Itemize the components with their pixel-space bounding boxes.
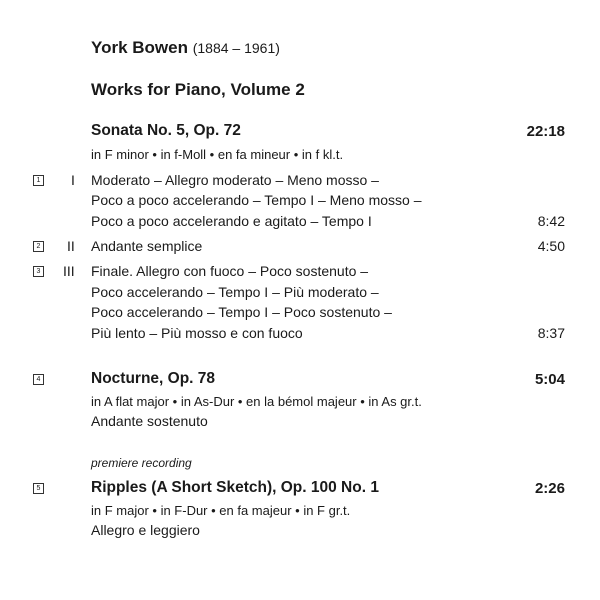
track-line: Andante semplice (91, 238, 203, 254)
album-title: Works for Piano, Volume 2 (91, 80, 305, 99)
track-duration: 8:42 (537, 213, 565, 229)
nocturne-key: in A flat major • in As-Dur • en la bémol majeur • in As gr.t. (91, 394, 422, 409)
sonata-key: in F minor • in f-Moll • en fa mineur • in f kl.t. (91, 147, 344, 162)
track-number-box: 3 (33, 266, 44, 277)
nocturne-title: Nocturne, Op. 78 (91, 370, 216, 387)
track-line: Poco accelerando – Tempo I – Più moderato – (91, 284, 379, 300)
nocturne-duration: 5:04 (534, 371, 565, 388)
track-line: Poco a poco accelerando – Tempo I – Meno mosso – (91, 192, 422, 208)
ripples-key: in F major • in F-Dur • en fa majeur • in F gr.t. (91, 503, 351, 518)
track-duration: 4:50 (537, 238, 565, 254)
nocturne-tempo: Andante sostenuto (91, 413, 208, 429)
track-number-box: 5 (33, 483, 44, 494)
movement-number: I (71, 172, 75, 188)
track-number-box: 4 (33, 374, 44, 385)
track-number-box: 2 (33, 241, 44, 252)
track-number-box: 1 (33, 175, 44, 186)
movement-number: II (67, 238, 75, 254)
movement-number: III (63, 263, 75, 279)
track-line: Finale. Allegro con fuoco – Poco sostenuto – (91, 263, 369, 279)
composer-name: York Bowen (91, 38, 188, 57)
track-line: Moderato – Allegro moderato – Meno mosso – (91, 172, 379, 188)
premiere-note: premiere recording (91, 456, 192, 470)
ripples-duration: 2:26 (534, 480, 565, 497)
composer-heading (91, 38, 280, 58)
sonata-title: Sonata No. 5, Op. 72 (91, 122, 241, 139)
composer-dates: (1884 – 1961) (192, 40, 280, 56)
track-line: Poco accelerando – Tempo I – Poco sostenuto – (91, 304, 392, 320)
track-line: Più lento – Più mosso e con fuoco (91, 325, 303, 341)
sonata-duration: 22:18 (526, 123, 565, 140)
ripples-tempo: Allegro e leggiero (91, 522, 200, 538)
ripples-title: Ripples (A Short Sketch), Op. 100 No. 1 (91, 479, 379, 496)
track-duration: 8:37 (537, 325, 565, 341)
track-line: Poco a poco accelerando e agitato – Tempo I (91, 213, 372, 229)
